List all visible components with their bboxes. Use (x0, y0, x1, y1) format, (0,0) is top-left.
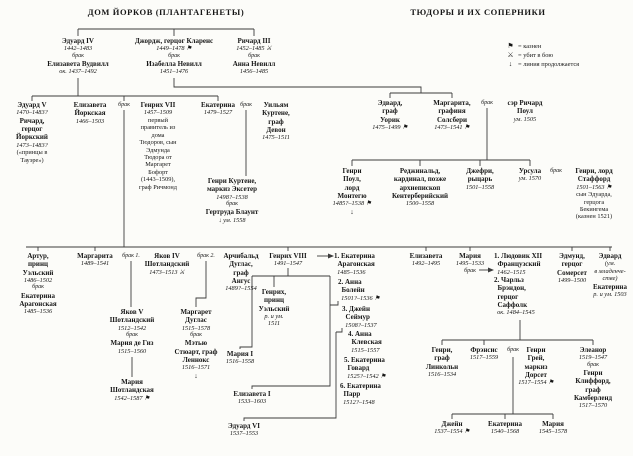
node-text-line: Мария (542, 420, 564, 428)
node-text-line: Дуглас, (229, 260, 253, 269)
node-text-line: Монтегю (337, 191, 367, 200)
node-text-line: принц (263, 296, 285, 305)
node-text-line: 1473–1513 ⚔ (149, 268, 185, 276)
node-text-line: ок. 1437–1492 (59, 68, 97, 76)
node-text-line: брак (32, 284, 44, 291)
node-text-line: Анна Невилл (232, 59, 276, 68)
legend-label: = казнен (518, 43, 542, 50)
node-text-line: 1542–1587 ⚑ (114, 394, 150, 402)
node-text-line: 1508?–1537 (342, 321, 377, 329)
node-text-line: 1495–1533 (455, 260, 485, 268)
node-wife-5-catherine-howard (344, 356, 408, 380)
node-text-line: 1451–1476 (159, 68, 189, 76)
node-text-line: Французский (494, 260, 541, 269)
node-text-line: правитель из (140, 124, 176, 132)
node-text-line: 1515–1578 (181, 324, 211, 332)
node-text-line: брак (464, 267, 476, 274)
down-arrow-icon: ↓ (508, 60, 513, 68)
node-text-line: Ричард, (19, 116, 45, 125)
node-text-line: Реджинальд, (399, 167, 441, 175)
node-edward-infant (588, 252, 632, 299)
node-edward-iv (34, 37, 122, 76)
node-text-line: герцога (583, 198, 605, 206)
node-text-line: 1512–1542 (117, 324, 147, 332)
node-text-line: граф (382, 107, 398, 116)
node-text-line: 1485–1536 (23, 308, 53, 316)
node-text-line: 1516–1571 (181, 364, 211, 372)
node-text-line: («принцы в (16, 149, 48, 157)
node-text-line: Бофорт (148, 168, 168, 176)
node-edward-vi (218, 422, 270, 438)
node-louis-xii-charles-brandon (494, 252, 556, 317)
node-text-line: ок. 1484–1545 (494, 309, 535, 317)
node-text-line: Генри, лорд (575, 167, 613, 175)
node-wife-3-jane-seymour (342, 305, 402, 329)
node-text-line: Екатерина (488, 420, 522, 428)
node-text-line: Мария (121, 378, 143, 386)
node-text-line: Елизавета (409, 252, 443, 260)
node-text-line: ↓ (194, 371, 198, 380)
node-text-line: Шотландский (144, 260, 190, 269)
node-text-line: Арагонская (334, 260, 375, 269)
node-text-line: Тауэре») (20, 156, 44, 164)
node-text-line: 1486–1502 (23, 276, 53, 284)
node-text-line: 1537–1554 ⚑ (434, 428, 470, 436)
node-text-line: Урсула (518, 167, 542, 175)
node-text-line: 1512?–1548 (340, 398, 375, 406)
node-text-line: герцог (494, 292, 519, 301)
node-text-line: Сомерсет (557, 268, 587, 277)
node-margaret-tudor (70, 252, 120, 268)
node-henry-courtenay (188, 177, 276, 224)
node-henry-vii (127, 101, 189, 191)
node-text-line: 1501–1563 ⚑ (576, 183, 612, 191)
node-text-line: Арагонская (19, 299, 57, 308)
node-text-line: 1545–1578 (538, 428, 568, 436)
node-text-line: Екатерина (21, 291, 55, 300)
node-text-line: ум. 1570 (518, 175, 542, 183)
node-text-line: Эдуард VI (228, 422, 260, 430)
node-richard-iii (218, 37, 290, 76)
node-text-line: Дорсет (525, 370, 547, 379)
node-mary-queen-of-scots (99, 378, 165, 402)
node-text-line: 1485–1536 (334, 268, 366, 276)
node-text-line: 1537–1553 (229, 430, 259, 438)
node-text-line: Дуглас (185, 316, 207, 325)
node-text-line: сын Эдуарда, (576, 191, 612, 199)
node-text-line: Фрэнсис (470, 346, 498, 354)
node-text-line: Стаффорд (577, 175, 611, 184)
node-text-line: брак (190, 332, 202, 339)
node-text-line: Стюарт, граф (174, 347, 218, 356)
node-text-line: Яков IV (154, 252, 180, 260)
node-text-line: Елизавета I (233, 390, 271, 398)
node-archibald-douglas (218, 252, 264, 293)
node-text-line: Генри, (431, 346, 453, 354)
node-text-line: 1489–1541 (80, 260, 110, 268)
node-text-line: Екатерина (593, 282, 627, 291)
node-text-line: 1517–1559 (469, 354, 499, 362)
node-text-line: Тюдора от (144, 153, 172, 161)
node-text-line: 2. Анна (338, 278, 362, 286)
node-text-line: 1449–1478 ⚑ (156, 45, 192, 53)
node-text-line: Маргарет (180, 308, 212, 316)
node-text-line: 1466–1503 (75, 117, 105, 125)
node-text-line: 1501?–1536 ⚑ (338, 294, 380, 302)
node-text-line: Генри (342, 167, 362, 175)
node-eleanor-brandon (564, 346, 622, 410)
node-henry-stafford (564, 167, 624, 221)
node-text-line: 1517–1570 (578, 402, 608, 410)
node-text-line: Маргарет (145, 161, 171, 169)
node-text-line: брак (507, 347, 519, 353)
node-text-line: граф (268, 117, 284, 126)
node-text-line: герцог (21, 125, 43, 134)
node-text-line: Клиффорд, (575, 377, 611, 386)
node-text-line: брак (72, 52, 84, 59)
node-text-line: Шотландская (110, 386, 154, 395)
node-text-line: маркиз (524, 362, 548, 371)
node-text-line: брак (118, 102, 130, 108)
node-geoffrey-pole (456, 167, 504, 191)
node-text-line: Парр (340, 390, 361, 399)
legend-label: = убит в бою (518, 52, 554, 59)
legend-label: = линия продолжается (518, 61, 580, 68)
node-text-line: граф (434, 354, 450, 363)
node-henry-grey-dorset (513, 346, 559, 387)
node-text-line: Грей, (527, 354, 545, 363)
node-text-line: Солсбери (436, 115, 468, 124)
node-text-line: 1475–1499 ⚑ (372, 123, 408, 131)
edward-iv-descent (32, 78, 218, 101)
node-text-line: Мария I (226, 350, 254, 358)
node-arthur (10, 252, 66, 316)
node-text-line: Говард (344, 364, 370, 373)
node-text-line: Генри (583, 368, 603, 377)
node-frances-brandon (461, 346, 507, 362)
node-text-line: 1515–1560 (117, 347, 147, 355)
node-text-line: 1499–1500 (557, 276, 587, 284)
node-text-line: р. и ум. (264, 312, 284, 320)
node-wife-4-anne-cleves (348, 330, 408, 354)
node-james-v (101, 308, 163, 355)
node-text-line: Арчибальд (223, 252, 259, 260)
node-text-line: Уэльский (258, 304, 290, 313)
node-text-line: герцог (561, 260, 583, 269)
node-text-line: 4. Анна (348, 330, 372, 338)
node-text-line: Генри (526, 346, 546, 354)
node-text-line: архиепископ (399, 183, 441, 192)
node-text-line: Яков V (120, 308, 144, 316)
node-text-line: Элеанор (579, 346, 607, 354)
node-text-line: 1516–1558 (225, 358, 255, 366)
node-text-line: 1515–1557 (348, 346, 380, 354)
node-text-line: брак (126, 332, 138, 339)
node-henry-pole-montagu (324, 167, 380, 216)
node-text-line: в младенче- (594, 267, 626, 275)
node-text-line: Эдвард (598, 252, 622, 260)
node-text-line: Маргарита (77, 252, 113, 260)
node-text-line: (казнен 1521) (575, 213, 613, 221)
node-text-line: брак (550, 168, 562, 174)
node-text-line: Екатерина (201, 101, 235, 109)
node-text-line: (1443–1509), (140, 176, 176, 184)
node-text-line: Девон (266, 125, 286, 134)
node-text-line: Елизавета (73, 101, 107, 109)
node-text-line: 1491–1547 (273, 260, 303, 268)
node-text-line: 1470–1483? (16, 109, 48, 117)
node-text-line: Куртене, (262, 109, 290, 118)
node-text-line: Генри Куртене, (207, 177, 257, 185)
node-text-line: брак (481, 100, 493, 106)
node-text-line: Ангус (231, 276, 251, 285)
pole-children-bracket (352, 160, 530, 166)
node-george-clarence (124, 37, 224, 76)
node-text-line: 1. Екатерина (334, 252, 375, 260)
node-text-line: Эдуард V (17, 101, 47, 109)
node-elizabeth-york (64, 101, 116, 125)
brandon-children-bracket (442, 320, 593, 345)
node-text-line: Саффолк (494, 301, 528, 310)
node-margaret-salisbury (423, 99, 481, 131)
node-text-line: 1462–1515 (494, 268, 526, 276)
node-text-line: р. и ум. 1503 (593, 291, 627, 299)
node-text-line: граф (585, 385, 601, 394)
node-text-line: Уильям (263, 101, 289, 109)
node-reginald-pole (376, 167, 464, 208)
node-text-line: ↓ ум. 1558 (218, 216, 246, 224)
node-text-line: 1517–1554 ⚑ (518, 379, 554, 387)
node-text-line: Эдвард, (377, 99, 403, 107)
node-marriage-salisbury-pole (477, 100, 497, 107)
node-wife-2-anne-boleyn (338, 278, 398, 302)
node-text-line: Йоркский (16, 133, 48, 142)
node-text-line: Уорик (380, 115, 400, 124)
node-text-line: дома (151, 131, 165, 139)
node-text-line: Генрих VIII (269, 252, 307, 260)
node-text-line: Линкольн (425, 362, 459, 371)
crossed-swords-icon: ⚔ (507, 51, 514, 59)
node-text-line: Кентерберийский (391, 191, 449, 200)
executed-flag-icon: ⚑ (507, 42, 514, 50)
node-text-line: Клевская (348, 338, 382, 347)
node-text-line: 1525?–1542 ⚑ (344, 372, 386, 380)
node-text-line: брак (587, 361, 599, 368)
node-text-line: кардинал, позже (393, 175, 447, 184)
node-text-line: 5. Екатерина (344, 356, 385, 364)
node-text-line: 1442–1483 (63, 45, 93, 53)
node-text-line: брак (240, 102, 252, 108)
node-text-line: стве) (602, 275, 618, 283)
node-text-line: первый (148, 116, 168, 124)
node-elizabeth-infant (402, 252, 450, 268)
node-text-line: Уэльский (22, 268, 54, 277)
node-text-line: брак 2. (197, 253, 215, 259)
node-text-line: 1519–1547 (578, 354, 608, 362)
node-text-line: Эдуард IV (62, 37, 94, 45)
node-text-line: 1492–1495 (411, 260, 441, 268)
node-margaret-douglas (165, 308, 227, 380)
node-wife-6-catherine-parr (340, 382, 402, 406)
node-text-line: 1. Людовик XII (494, 252, 543, 260)
node-text-line: Гертруда Блаунт (205, 208, 259, 217)
node-mary-grey (530, 420, 576, 436)
node-text-line: ↓ (350, 207, 354, 216)
node-text-line: Поул, (343, 175, 361, 184)
node-text-line: Шотландский (109, 316, 155, 325)
node-text-line: Эдмунд, (559, 252, 585, 260)
node-text-line: Джейн (441, 420, 463, 428)
node-text-line: 1473–1483? (16, 141, 48, 149)
node-text-line: рыцарь (467, 175, 493, 184)
node-text-line: Изабелла Невилл (146, 59, 202, 68)
node-james-iv (139, 252, 195, 276)
node-text-line: 1473–1541 ⚑ (434, 123, 470, 131)
node-text-line: 1540–1568 (490, 428, 520, 436)
node-text-line: (ум. (604, 260, 616, 268)
york-top-bracket (78, 29, 254, 36)
node-text-line: граф (233, 268, 249, 277)
node-text-line: Леннокс (182, 355, 210, 364)
node-william-courtenay (250, 101, 302, 142)
node-text-line: 3. Джейн (342, 305, 370, 313)
node-marriage-margaret-2 (192, 253, 220, 260)
node-text-line: Бекингема (579, 205, 609, 213)
node-text-line: Генрих, (261, 288, 287, 296)
chart-title-york: ДОМ ЙОРКОВ (ПЛАНТАГЕНЕТЫ) (87, 7, 245, 17)
node-henry-lincoln (418, 346, 466, 378)
node-text-line: Мария (459, 252, 481, 260)
node-text-line: граф Ричмонд (139, 183, 177, 191)
node-wife-1-catherine-aragon (334, 252, 396, 276)
node-text-line: Поул (517, 107, 533, 116)
node-text-line: брак (226, 201, 238, 208)
node-text-line: Йоркская (74, 109, 106, 118)
node-text-line: Болейн (338, 286, 365, 295)
node-text-line: Джефри, (466, 167, 494, 175)
node-text-line: Маргарита, (433, 99, 471, 107)
node-text-line: Джордж, герцог Кларенс (134, 37, 214, 45)
node-text-line: 1501–1558 (465, 183, 495, 191)
node-text-line: 1489?–1554 (225, 285, 257, 293)
node-text-line: 6. Екатерина (340, 382, 381, 390)
node-text-line: Эдмунда (146, 146, 170, 154)
node-text-line: 1516–1534 (427, 370, 457, 378)
node-text-line: Мэтью (184, 339, 208, 348)
node-jane-grey (425, 420, 479, 436)
node-text-line: Елизавета Вудвилл (47, 59, 109, 68)
node-text-line: Мария де Гиз (110, 339, 154, 348)
node-edward-warwick (363, 99, 417, 131)
node-text-line: сэр Ричард (507, 99, 543, 107)
node-text-line: лорд (344, 183, 360, 192)
main-generation-line (26, 247, 612, 251)
node-text-line: Генрих VII (140, 101, 176, 109)
node-text-line: 1452–1485 ⚔ (236, 45, 272, 53)
node-text-line: брак (248, 52, 260, 59)
node-henry-prince-wales (252, 288, 296, 328)
node-text-line: 1533–1603 (237, 398, 267, 406)
node-text-line: 1456–1485 (239, 68, 269, 76)
node-edward-v (2, 101, 62, 164)
node-text-line: маркиз Эксетер (206, 185, 258, 194)
node-mary-tudor-brandon (448, 252, 492, 275)
node-marriage-ursula-stafford (547, 168, 565, 175)
node-elizabeth-i (224, 390, 280, 406)
node-katherine-grey (480, 420, 530, 436)
node-text-line: ум. 1505 (513, 115, 537, 123)
chart-title-tudor: ТЮДОРЫ И ИХ СОПЕРНИКИ (410, 7, 546, 17)
node-text-line: 1485?–1538 ⚑ (332, 200, 372, 208)
node-text-line: Брэндон, (494, 284, 526, 293)
node-text-line: 1475–1511 (262, 134, 290, 142)
node-text-line: принц (27, 260, 49, 269)
node-text-line: брак 1. (122, 253, 140, 259)
node-text-line: 1500–1558 (405, 200, 435, 208)
node-text-line: Камберленд (573, 393, 613, 402)
node-text-line: 1511 (267, 320, 281, 328)
node-text-line: Сеймур (342, 313, 370, 322)
node-text-line: 1498?–1538 (216, 193, 248, 201)
node-henry-viii (259, 252, 317, 268)
node-text-line: 2. Чарльз (494, 276, 524, 285)
node-text-line: Тюдоров, сын (139, 139, 177, 147)
node-text-line: Артур, (27, 252, 49, 260)
node-text-line: графиня (438, 107, 466, 116)
node-text-line: брак (168, 52, 180, 59)
node-richard-pole (498, 99, 552, 123)
clarence-descent (174, 78, 452, 98)
node-text-line: 1457–1509 (143, 109, 173, 117)
node-text-line: 1479–1527 (203, 109, 233, 117)
node-ursula-pole (510, 167, 550, 183)
node-text-line: Ричард III (237, 37, 271, 45)
